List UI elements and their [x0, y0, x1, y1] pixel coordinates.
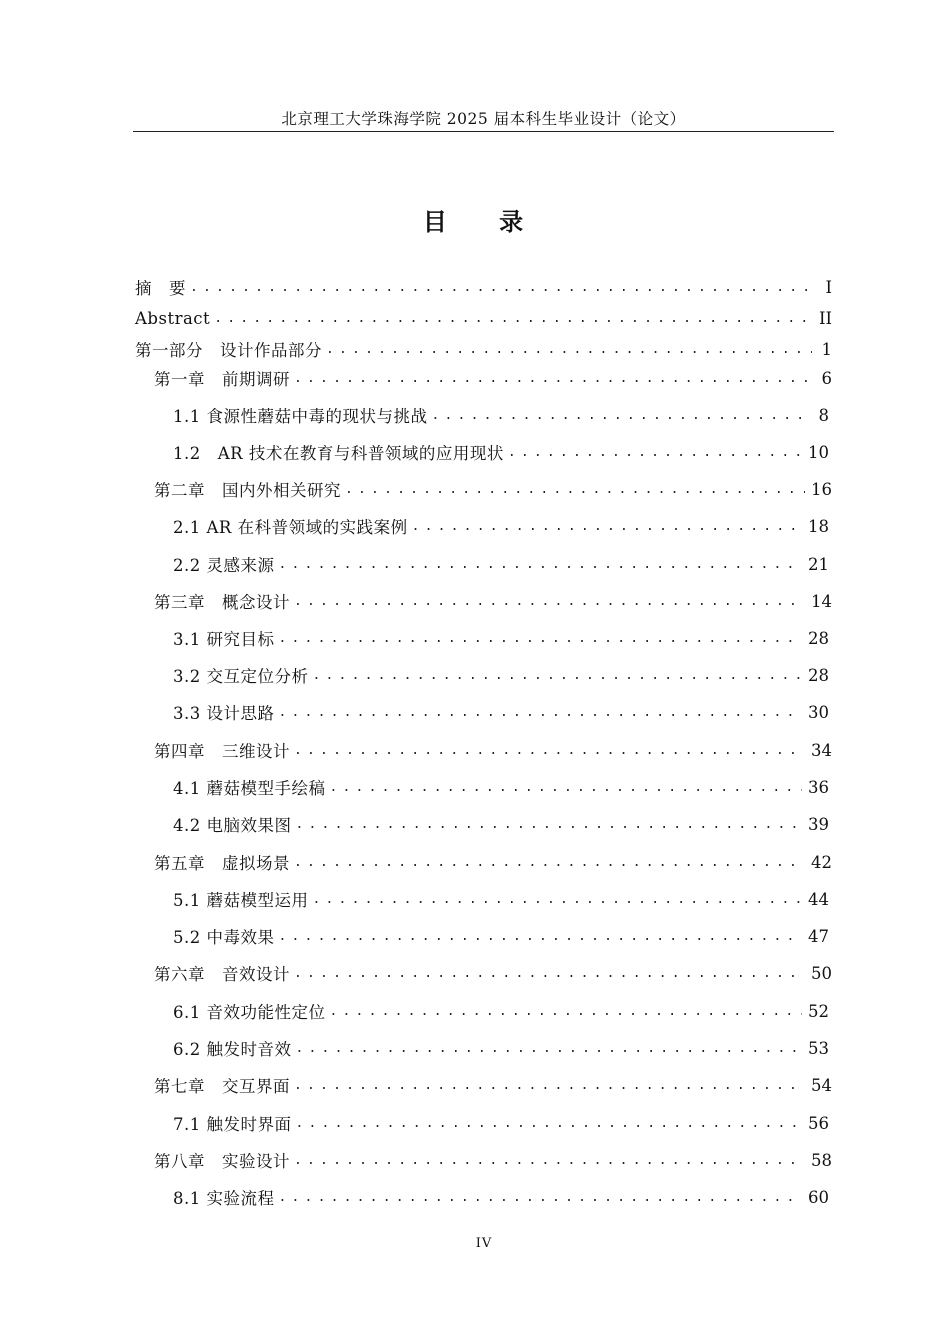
toc-leader-dots: [279, 929, 803, 944]
toc-entry-page: 28: [808, 628, 829, 648]
toc-entry-label: 摘 要: [135, 279, 186, 298]
toc-entry-section-3-1[interactable]: [135, 623, 829, 653]
toc-entry-label: 3.2 交互定位分析: [173, 667, 309, 686]
toc-entry-page: 21: [808, 554, 829, 574]
toc-entry-abstract-en[interactable]: [135, 303, 832, 333]
toc-entry-page: 53: [808, 1038, 829, 1058]
toc-entry-chapter-3[interactable]: [135, 586, 832, 616]
toc-entry-chapter-4[interactable]: [135, 735, 832, 765]
toc-entry-section-3-3[interactable]: [135, 697, 829, 727]
toc-entry-page: 36: [808, 777, 829, 797]
toc-leader-dots: [412, 519, 802, 534]
toc-entry-page: 50: [811, 963, 832, 983]
toc-leader-dots: [190, 280, 812, 295]
toc-entry-chapter-2[interactable]: [135, 474, 832, 504]
toc-leader-dots: [294, 594, 805, 609]
toc-leader-dots: [279, 1190, 803, 1205]
toc-leader-dots: [326, 342, 812, 357]
toc-entry-page: 34: [811, 740, 832, 760]
toc-leader-dots: [296, 1116, 803, 1131]
toc-entry-label: 第四章 三维设计: [154, 742, 290, 761]
toc-leader-dots: [279, 631, 803, 646]
toc-entry-page: 16: [811, 479, 832, 499]
toc-entry-chapter-8[interactable]: [135, 1145, 832, 1175]
toc-leader-dots: [294, 1153, 805, 1168]
toc-entry-label: 1.1 食源性蘑菇中毒的现状与挑战: [173, 407, 428, 426]
toc-entry-chapter-6[interactable]: [135, 958, 832, 988]
toc-entry-page: 44: [808, 889, 829, 909]
toc-leader-dots: [279, 705, 803, 720]
toc-entry-label: 6.2 触发时音效: [173, 1040, 292, 1059]
toc-entry-page: I: [825, 277, 832, 297]
toc-entry-section-2-2[interactable]: [135, 549, 829, 579]
toc-leader-dots: [508, 445, 802, 460]
toc-entry-label: 第七章 交互界面: [154, 1077, 290, 1096]
toc-entry-page: 8: [818, 405, 829, 425]
toc-leader-dots: [296, 817, 803, 832]
toc-entry-abstract-cn[interactable]: [135, 272, 832, 302]
toc-entry-part-1[interactable]: [135, 334, 832, 364]
toc-leader-dots: [313, 668, 803, 683]
page-title: 目 录: [422, 207, 546, 236]
toc-leader-dots: [214, 311, 812, 326]
toc-entry-section-4-2[interactable]: [135, 809, 829, 839]
toc-entry-section-7-1[interactable]: [135, 1108, 829, 1138]
running-header: 北京理工大学珠海学院 2025 届本科生毕业设计（论文）: [133, 107, 834, 132]
toc-leader-dots: [294, 1078, 805, 1093]
toc-entry-label: 第二章 国内外相关研究: [154, 481, 341, 500]
toc-leader-dots: [294, 855, 805, 870]
toc-entry-label: Abstract: [135, 308, 211, 328]
toc-entry-label: 第八章 实验设计: [154, 1152, 290, 1171]
toc-entry-page: 28: [808, 665, 829, 685]
toc-entry-label: 4.2 电脑效果图: [173, 816, 292, 835]
toc-leader-dots: [345, 482, 805, 497]
toc-entry-section-5-2[interactable]: [135, 921, 829, 951]
toc-entry-page: 52: [808, 1001, 829, 1021]
toc-entry-label: 2.2 灵感来源: [173, 556, 275, 575]
toc-entry-chapter-1[interactable]: [135, 363, 832, 393]
toc-entry-page: 42: [811, 852, 832, 872]
toc-entry-page: 47: [808, 926, 829, 946]
toc-entry-section-8-1[interactable]: [135, 1182, 829, 1212]
toc-entry-label: 第五章 虚拟场景: [154, 854, 290, 873]
toc-entry-page: 56: [808, 1113, 829, 1133]
toc-entry-page: 6: [821, 368, 832, 388]
toc-leader-dots: [296, 1041, 803, 1056]
toc-entry-label: 第六章 音效设计: [154, 965, 290, 984]
toc-entry-chapter-7[interactable]: [135, 1070, 832, 1100]
toc-entry-label: 2.1 AR 在科普领域的实践案例: [173, 518, 408, 537]
toc-entry-label: 第一章 前期调研: [154, 370, 290, 389]
toc-entry-label: 4.1 蘑菇模型手绘稿: [173, 779, 326, 798]
toc-leader-dots: [330, 1004, 803, 1019]
toc-leader-dots: [279, 557, 803, 572]
toc-entry-page: II: [818, 308, 832, 328]
toc-entry-section-5-1[interactable]: [135, 884, 829, 914]
toc-entry-page: 14: [811, 591, 832, 611]
toc-entry-label: 5.1 蘑菇模型运用: [173, 891, 309, 910]
toc-entry-page: 54: [811, 1075, 832, 1095]
toc-entry-page: 60: [808, 1187, 829, 1207]
toc-leader-dots: [294, 371, 812, 386]
toc-entry-page: 30: [808, 702, 829, 722]
toc-leader-dots: [294, 743, 805, 758]
toc-entry-section-1-2[interactable]: [135, 437, 829, 467]
toc-leader-dots: [313, 892, 803, 907]
toc-entry-page: 18: [808, 516, 829, 536]
toc-entry-page: 1: [821, 339, 832, 359]
toc-entry-chapter-5[interactable]: [135, 847, 832, 877]
toc-entry-section-3-2[interactable]: [135, 660, 829, 690]
toc-leader-dots: [294, 966, 805, 981]
toc-entry-label: 5.2 中毒效果: [173, 928, 275, 947]
toc-leader-dots: [432, 408, 810, 423]
toc-entry-section-4-1[interactable]: [135, 772, 829, 802]
toc-entry-page: 58: [811, 1150, 832, 1170]
toc-entry-section-1-1[interactable]: [135, 400, 829, 430]
toc-entry-label: 3.3 设计思路: [173, 704, 275, 723]
toc-entry-label: 8.1 实验流程: [173, 1189, 275, 1208]
toc-entry-label: 6.1 音效功能性定位: [173, 1003, 326, 1022]
toc-entry-label: 第三章 概念设计: [154, 593, 290, 612]
toc-entry-label: 3.1 研究目标: [173, 630, 275, 649]
toc-leader-dots: [330, 780, 803, 795]
toc-entry-page: 39: [808, 814, 829, 834]
toc-entry-label: 第一部分 设计作品部分: [135, 341, 322, 360]
toc-entry-label: 1.2 AR 技术在教育与科普领域的应用现状: [173, 444, 504, 463]
toc-entry-section-6-1[interactable]: [135, 996, 829, 1026]
toc-entry-section-6-2[interactable]: [135, 1033, 829, 1063]
page-number: IV: [475, 1236, 493, 1251]
toc-entry-section-2-1[interactable]: [135, 511, 829, 541]
toc-entry-page: 10: [808, 442, 829, 462]
toc-entry-label: 7.1 触发时界面: [173, 1115, 292, 1134]
